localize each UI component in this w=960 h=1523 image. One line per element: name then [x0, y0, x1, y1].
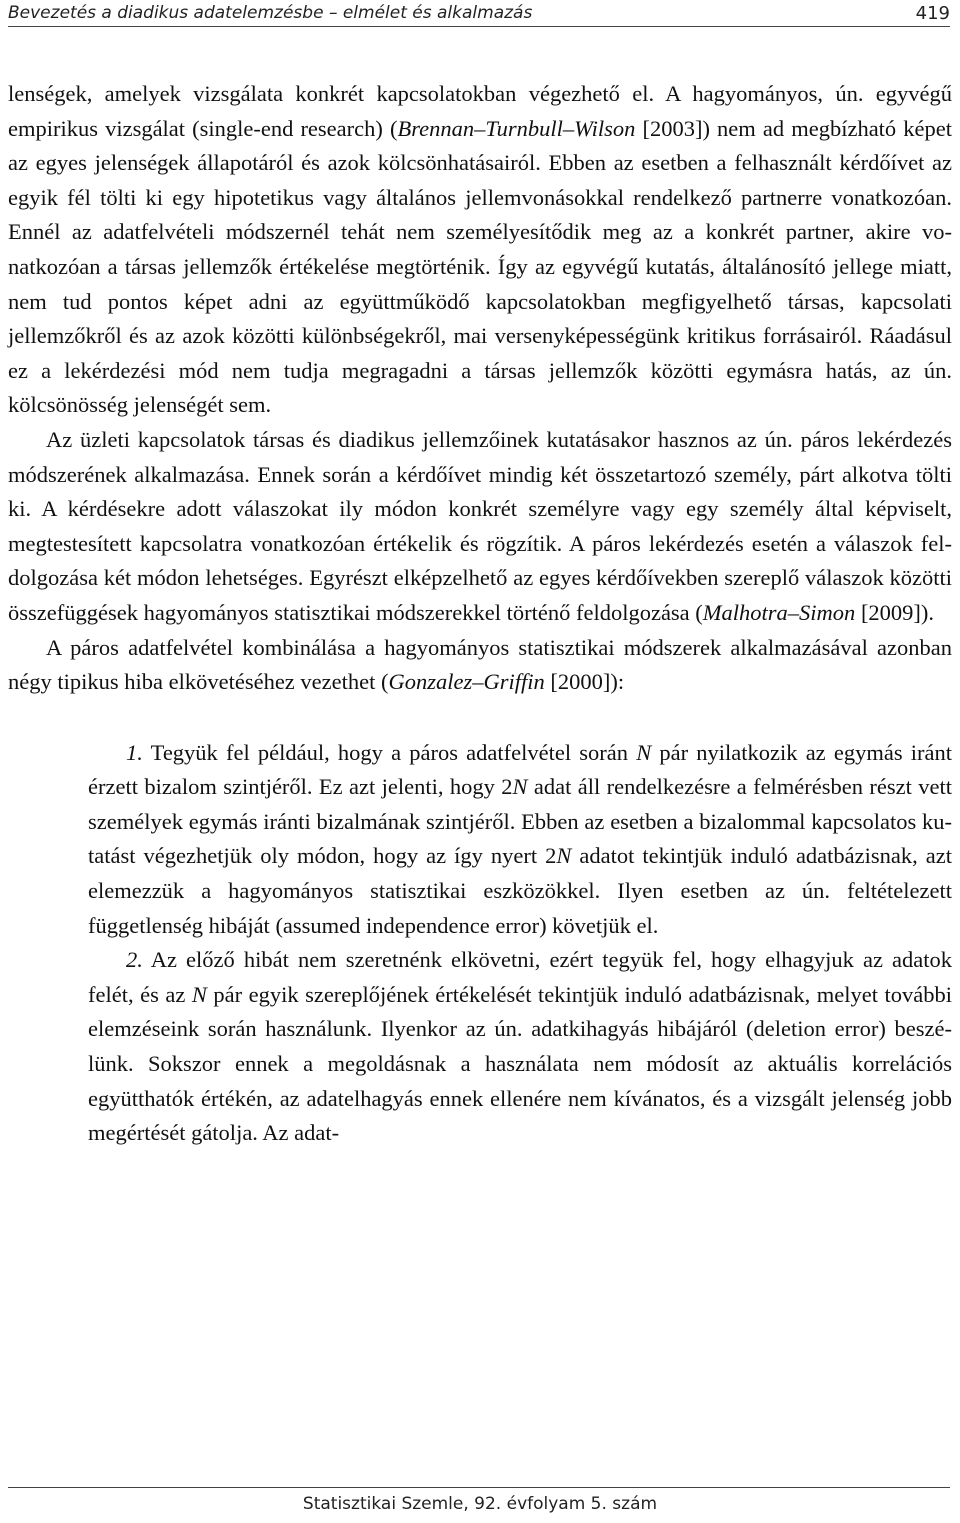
italic-text: Brennan–Turnbull–Wilson: [397, 115, 636, 141]
running-footer: [0, 1494, 960, 1514]
text-run: lenségek, amelyek vizsgálata konkrét kapcsolatokban végezhető el. A hagyományos, ún. egyvégű empirikus vizsgálat (single-end research) (: [8, 81, 952, 141]
numbered-list: [8, 736, 952, 1151]
footer-rule: [8, 1487, 950, 1488]
text-run: adat áll rendelkezésre a felmérésben részt vett személyek egymás iránti bizalmának szintjéről. Ebben az esetben a bizalommal kapcsolatos kutatást végezhetjük oly módon, hogy az így nyert 2: [88, 774, 952, 869]
paragraph: [8, 423, 952, 631]
text-run: A páros adatfelvétel kombinálása a hagyományos statisztikai módszerek alkalmazásával azonban négy tipikus hiba elkövetéséhez vezethet (: [8, 634, 952, 695]
text-run: Tegyük fel például, hogy a páros adatfelvétel során: [142, 739, 637, 765]
paragraphs: [8, 77, 952, 700]
text-run: adatot tekintjük induló adatbázisnak, azt elemezzük a hagyományos statisztikai eszközökkel. Ilyen esetben az ún. feltételezett függetlenség hibáját (assumed independence error) követjük el.: [88, 843, 952, 938]
list-item-number: 2.: [126, 947, 143, 973]
italic-text: N: [636, 739, 652, 765]
footer-journal: Statisztikai Szemle, 92. évfolyam 5. szám: [302, 1494, 658, 1514]
text-run: [2009]).: [855, 599, 935, 625]
list-item-number: 1.: [126, 739, 143, 765]
italic-text: N: [512, 774, 528, 800]
italic-text: Malhotra–Simon: [702, 599, 856, 625]
list-item: [88, 943, 952, 1151]
list-item: [88, 736, 952, 944]
paragraph: [8, 631, 952, 700]
text-run: [2000]):: [544, 669, 625, 695]
text-run: pár nyilatkozik az egymás iránt érzett bizalom szintjéről. Ez azt jelenti, hogy 2: [88, 739, 952, 800]
italic-text: N: [191, 981, 207, 1007]
body-text: [8, 77, 952, 1151]
italic-text: Gonzalez–Griffin: [388, 669, 545, 695]
text-run: Az üzleti kapcsolatok társas és diadikus jellemzőinek kutatásakor hasznos az ún. páros lekérdezés módszerének alkalmazása. Ennek során a kérdőívet mindig két összetartozó személy, párt alkotva tölti ki. A kérdésekre adott válaszokat ily módon konkrét személyre vagy egy személy által képviselt, megtestesített kapcsolatra vonatkozóan értékelik és rögzítik. A páros lekérdezés esetén a válaszok feldolgozása két módon lehetséges. Egyrészt elképzelhető az egyes kérdőívekben szereplő válaszok közötti összefüggések hagyományos statisztikai módszerekkel történő feldolgozása (: [8, 426, 952, 625]
text-run: Az előző hibát nem szeretnénk elkövetni, ezért tegyük fel, hogy elhagyjuk az adatok felét, és az: [88, 947, 952, 1007]
header-title: Bevezetés a diadikus adatelemzésbe – elmélet és alkalmazás: [8, 3, 533, 23]
paragraph: [8, 77, 952, 423]
running-header: [8, 0, 950, 27]
text-run: [2003]) nem ad megbízható képet az egyes jelenségek állapotáról és azok kölcsönhatásairól. Ebben az esetben a felhasznált kérdőívet az egyik fél tölti ki egy hipotetikus vagy általános jellemvonásokkal rendelkező partnerre vonatkozóan. Ennél az adatfelvételi módszernél tehát nem személyesítődik meg az a konkrét partner, akire vonatkozóan a társas jellemzők értékelése megtörténik. Így az egyvégű kutatás, általánosító jellege miatt, nem tud pontos képet adni az együttműködő kapcsolatokban megfigyelhető társas, kapcsolati jellemzőkről és az azok közötti különbségekről, mai versenyképességünk kritikus forrásairól. Ráadásul ez a lekérdezési mód nem tudja megragadni a társas jellemzők közötti egymásra hatás, az ún. kölcsönösség jelenségét sem.: [8, 115, 952, 418]
page-number: 419: [915, 2, 950, 24]
italic-text: N: [556, 843, 572, 869]
text-run: pár egyik szereplőjének értékelését tekintjük induló adatbázisnak, melyet további elemzéseink során használunk. Ilyenkor az ún. adatkihagyás hibájáról (deletion error) beszélünk. Sokszor ennek a megoldásnak a használata nem módosít az aktuális korrelációs együtthatók értékén, az adatelhagyás ennek ellenére nem kívánatos, és a vizsgált jelenség jobb megértését gátolja. Az adat-: [88, 981, 952, 1146]
